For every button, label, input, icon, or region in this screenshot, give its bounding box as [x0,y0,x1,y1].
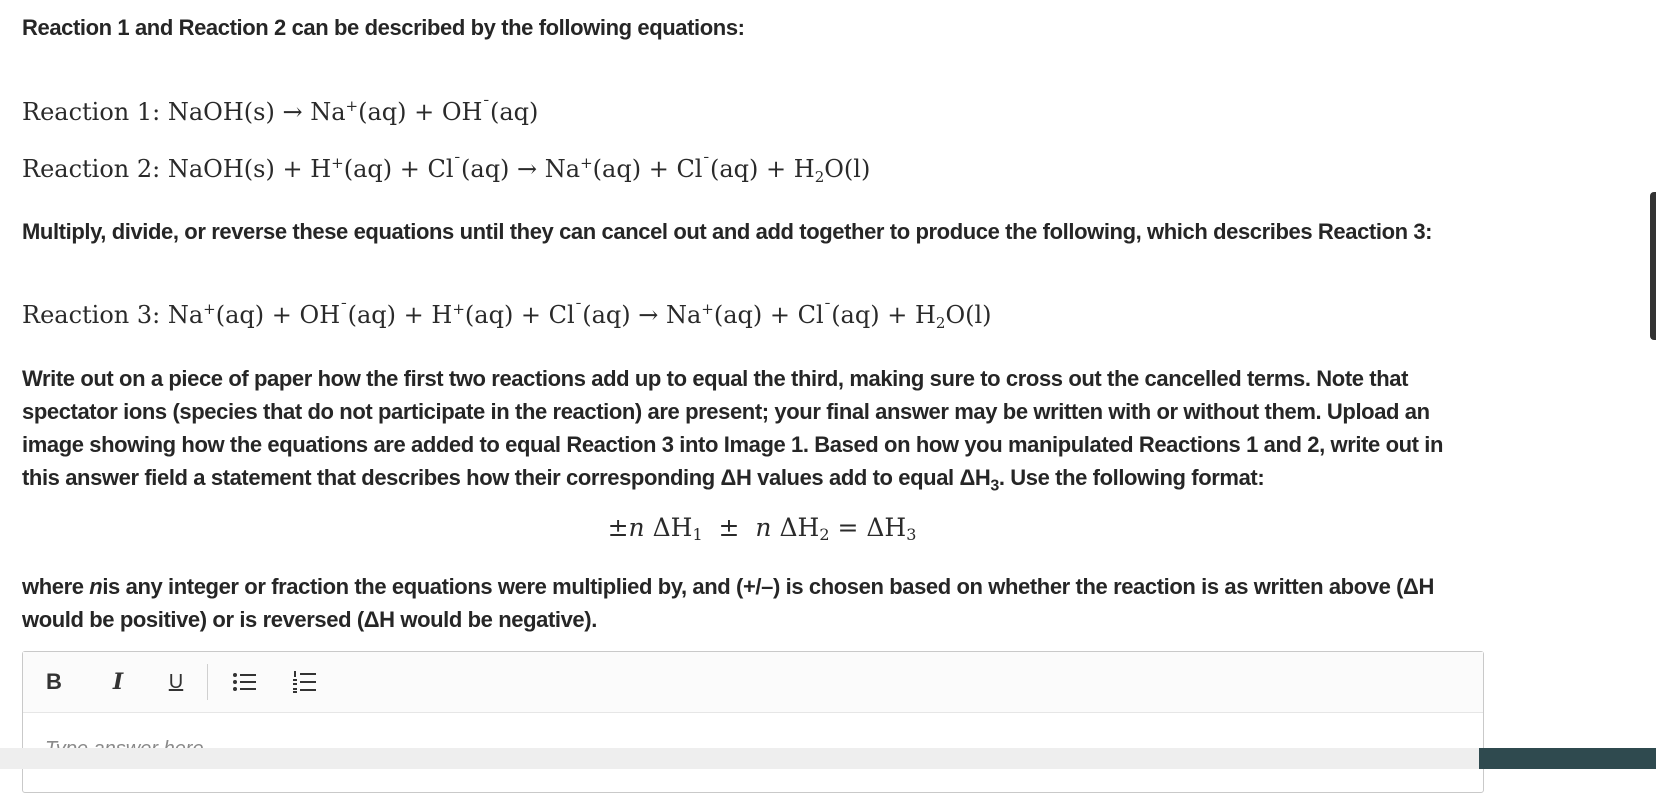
underline-button[interactable] [161,652,191,712]
bottom-action-area[interactable] [1479,748,1656,769]
numbered-list-button[interactable] [289,652,319,712]
reaction-1-equation: Reaction 1: NaOH(s) → Na+(aq) + OH¯(aq) [22,97,539,126]
bottom-bar [0,748,1656,769]
bulleted-list-button[interactable] [229,652,259,712]
answer-editor[interactable] [22,651,1484,793]
multiply-instructions: Multiply, divide, or reverse these equations until they can cancel out and add together to produce the following, which describes Reaction 3: [22,219,1433,244]
answer-format-formula: ±n $\Delta H_1 \pm n$ $\Delta H_2 = \Delta H_3$ [607,513,917,544]
reaction-3-equation: Reaction 3: $Na^+(aq) + OH^¯(aq) + H^+(aq) + Cl^¯(aq) \to Na^+(aq) + Cl^¯(aq) + H_2O(l)$ [22,300,992,332]
italic-button[interactable]: I [112,669,124,695]
numbered-list-icon [292,670,316,694]
reaction-2-equation: Reaction 2: NaOH(s) + $H^+(aq) + Cl^¯(aq) \to Na^+(aq) + Cl^¯(aq) + H_2O(l)$ [22,154,871,186]
intro-text: Reaction 1 and Reaction 2 can be described by the following equations: [22,15,745,40]
side-scroll-tab[interactable] [1650,192,1656,340]
editor-toolbar [23,652,1483,713]
write-instructions: Write out on a piece of paper how the first two reactions add up to equal the third, making sure to cross out the cancelled terms. Note that spectator ions (species that do not participate in the reaction) are present; your final answer may be written with or without them. Upload an image showing how the equations are added to equal Reaction 3 into Image 1. Based on how you manipulated Reactions 1 and 2, write out in this answer field a statement that describes how their corresponding ΔH values add to equal $\Delta H_3$. Use the following format: [22,366,1444,495]
toolbar-divider [207,664,208,700]
bulleted-list-icon [232,671,256,693]
bold-button[interactable]: B [46,669,62,694]
underline-label: U [168,670,184,693]
where-explanation: where nis any integer or fraction the equations were multiplied by, and (+/–) is chosen based on whether the reaction is as written above (ΔH would be positive) or is reversed (ΔH would be negative). [22,574,1434,632]
